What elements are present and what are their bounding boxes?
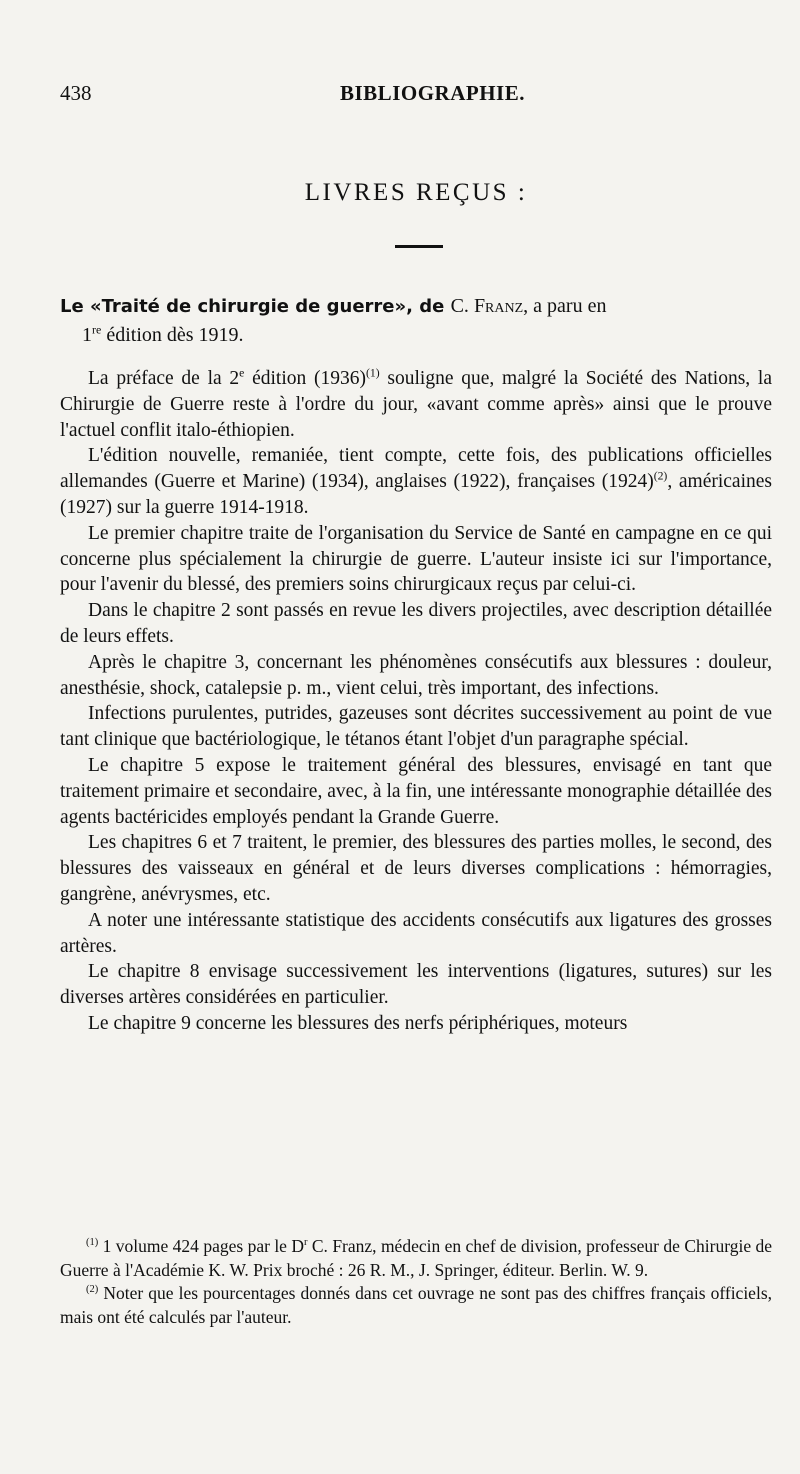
footnote: [60, 1282, 772, 1329]
book-author: Franz: [473, 295, 524, 317]
paragraph: Dans le chapitre 2 sont passés en revue les divers projectiles, avec description détaillée de leurs effets.: [60, 600, 772, 647]
paragraph-text: L'édition nouvelle, remaniée, tient compte, cette fois, des publications officielles allemandes (Guerre et Marine) (1934), anglaises (1922), françaises (1924): [60, 445, 772, 493]
paragraph: Les chapitres 6 et 7 traitent, le premier, des blessures des parties molles, le second, des blessures des vaisseaux en général et de leurs diverses complications : hémorragies, gangrène, anévrysmes, etc.: [60, 832, 772, 905]
footnote-ref: (2): [653, 469, 668, 483]
paragraph-text: La préface de la 2: [88, 368, 240, 389]
footnote-text: C. Franz, médecin en chef de division, professeur de Chirurgie de Guerre à l'Académie K. W. Prix broché : 26 R. M., J. Springer, éditeur. Berlin. W. 9.: [60, 1236, 772, 1280]
running-head: [60, 78, 772, 108]
footnote-ref: (1): [366, 366, 380, 380]
superscript: e: [239, 366, 245, 380]
paragraph: [60, 366, 772, 443]
paragraph: Le chapitre 8 envisage successivement les interventions (ligatures, sutures) sur les diverses artères considérées en particulier.: [60, 961, 772, 1009]
running-title: BIBLIOGRAPHIE.: [340, 81, 525, 105]
paragraph-text: , américaines (1927) sur la guerre 1914-1918.: [60, 471, 772, 518]
footnote-mark: (2): [86, 1284, 99, 1296]
book-prefix: Le «: [60, 296, 102, 317]
book-entry-heading: [60, 292, 772, 349]
paragraph: Le premier chapitre traite de l'organisation du Service de Santé en campagne en ce qui concerne plus spécialement la chirurgie de guerre. L'auteur insiste ici sur l'importance, pour l'avenir du blessé, des premiers soins chirurgicaux reçus par celui-ci.: [60, 522, 772, 596]
paragraph-text: édition (1936): [244, 368, 367, 389]
footnote-text: Noter que les pourcentages donnés dans cet ouvrage ne sont pas des chiffres français officiels, mais ont été calculés par l'auteur.: [60, 1283, 772, 1327]
author-initial: C.: [450, 295, 474, 317]
paragraph: Le chapitre 9 concerne les blessures des nerfs périphériques, moteurs: [88, 1012, 628, 1034]
edition-line: [60, 321, 772, 349]
document-page: [60, 0, 772, 1474]
paragraph: Après le chapitre 3, concernant les phénomènes consécutifs aux blessures : douleur, anesthésie, shock, catalepsie p. m., vient celui, très important, des infections.: [60, 651, 772, 699]
paragraph-text: souligne que, malgré la Société des Nations, la Chirurgie de Guerre reste à l'ordre du jour, «avant comme après» ainsi que le prouve l'actuel conflit italo-éthiopien.: [60, 368, 772, 441]
book-title-close: », de: [394, 296, 451, 317]
superscript: r: [303, 1237, 308, 1249]
paragraph: [60, 443, 772, 520]
title-rule: [395, 245, 443, 248]
footnote: [60, 1235, 772, 1282]
footnote-mark: (1): [86, 1237, 99, 1249]
section-title: LIVRES REÇUS :: [304, 179, 528, 206]
paragraph: Le chapitre 5 expose le traitement général des blessures, envisagé en tant que traitement primaire et secondaire, avec, à la fin, une intéressante monographie détaillée des agents bactéricides employés pendant la Grande Guerre.: [60, 754, 772, 828]
book-suffix: , a paru en: [523, 295, 607, 317]
edition-sup: re: [92, 322, 102, 337]
edition-number: 1: [82, 324, 92, 346]
edition-text: édition dès 1919.: [101, 324, 244, 346]
paragraph: Infections purulentes, putrides, gazeuses sont décrites successivement au point de vue tant clinique que bactériologique, le tétanos étant l'objet d'un paragraphe spécial.: [60, 703, 772, 751]
footnotes: [60, 1235, 772, 1329]
book-title: Traité de chirurgie de guerre: [101, 296, 395, 317]
page-number: 438: [60, 81, 92, 105]
footnote-text: 1 volume 424 pages par le D: [98, 1236, 304, 1256]
paragraph: A noter une intéressante statistique des accidents consécutifs aux ligatures des grosses artères.: [60, 909, 772, 957]
review-body: [60, 366, 772, 1037]
